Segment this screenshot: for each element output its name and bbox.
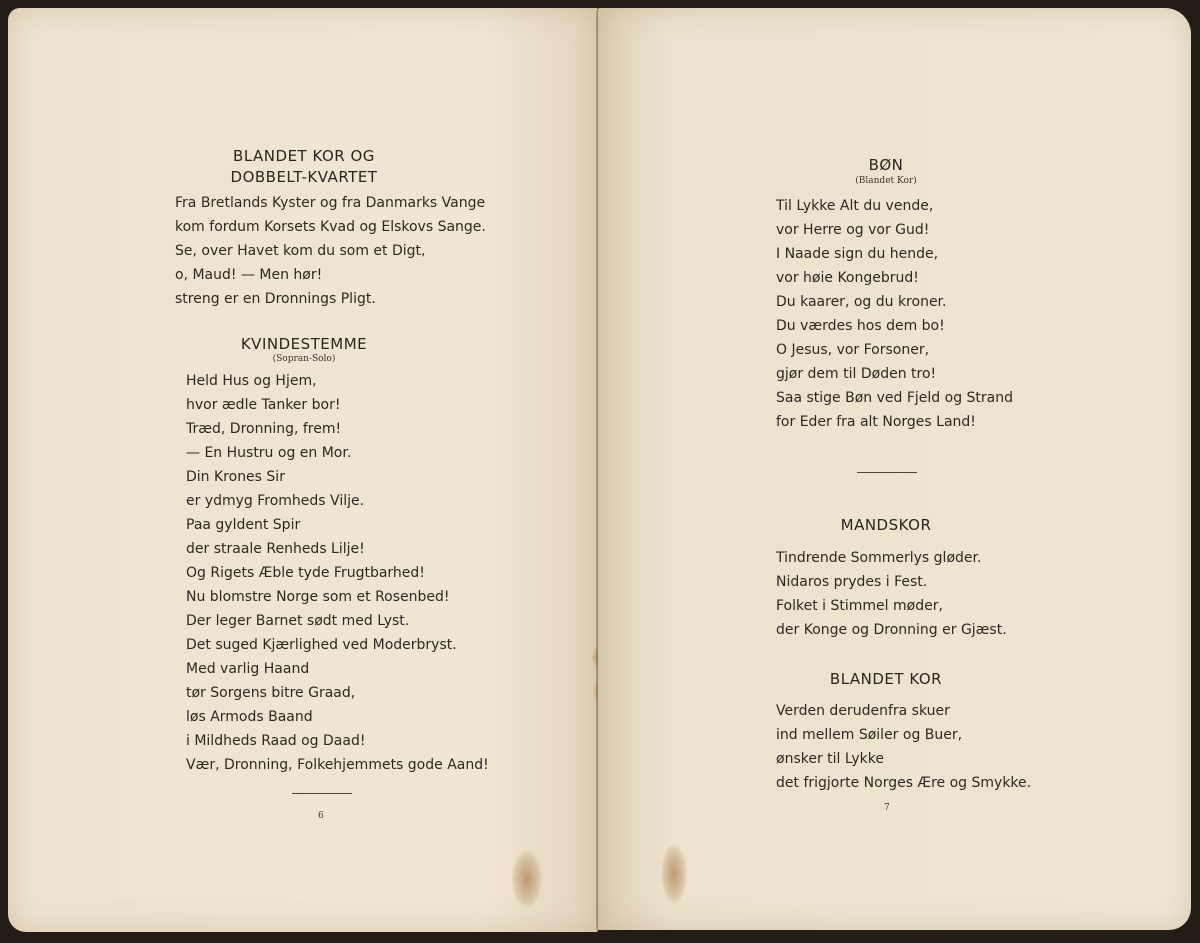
verse-line: Nu blomstre Norge som et Rosenbed! bbox=[186, 589, 450, 605]
verse-line: der Konge og Dronning er Gjæst. bbox=[776, 622, 1007, 638]
verse-line: o, Maud! — Men hør! bbox=[175, 267, 323, 283]
right-section1-verse bbox=[776, 194, 1013, 434]
verse-line: Se, over Havet kom du som et Digt, bbox=[175, 243, 426, 259]
verse-line: Træd, Dronning, frem! bbox=[186, 421, 342, 437]
left-section2-subtitle: (Sopran-Solo) bbox=[272, 354, 336, 364]
left-section1-title-line2: DOBBELT-KVARTET bbox=[230, 168, 378, 186]
verse-line: Og Rigets Æble tyde Frugtbarhed! bbox=[186, 565, 425, 581]
verse-line: Paa gyldent Spir bbox=[186, 517, 301, 533]
verse-line: Folket i Stimmel møder, bbox=[776, 598, 943, 614]
right-divider-rule bbox=[857, 472, 917, 473]
left-section1-title-line1: BLANDET KOR OG bbox=[233, 147, 375, 165]
verse-line: — En Hustru og en Mor. bbox=[186, 445, 352, 461]
verse-line: Vær, Dronning, Folkehjemmets gode Aand! bbox=[186, 757, 489, 773]
verse-line: Saa stige Bøn ved Fjeld og Strand bbox=[776, 390, 1014, 406]
left-page bbox=[8, 8, 598, 932]
verse-line: hvor ædle Tanker bor! bbox=[186, 397, 341, 413]
verse-line: er ydmyg Fromheds Vilje. bbox=[186, 493, 365, 509]
verse-line: vor høie Kongebrud! bbox=[776, 270, 919, 286]
verse-line: Der leger Barnet sødt med Lyst. bbox=[186, 613, 410, 629]
verse-line: Nidaros prydes i Fest. bbox=[776, 574, 928, 590]
verse-line: Tindrende Sommerlys gløder. bbox=[776, 550, 982, 566]
right-page bbox=[598, 8, 1191, 930]
verse-line: Du kaarer, og du kroner. bbox=[776, 294, 947, 310]
verse-line: gjør dem til Døden tro! bbox=[776, 366, 937, 382]
left-section1-verse bbox=[175, 191, 486, 311]
verse-line: O Jesus, vor Forsoner, bbox=[776, 342, 930, 358]
verse-line: tør Sorgens bitre Graad, bbox=[186, 685, 356, 701]
left-end-rule bbox=[292, 793, 352, 794]
verse-line: I Naade sign du hende, bbox=[776, 246, 939, 262]
verse-line: Du værdes hos dem bo! bbox=[776, 318, 945, 334]
verse-line: der straale Renheds Lilje! bbox=[186, 541, 365, 557]
page-number-left: 6 bbox=[318, 811, 324, 821]
verse-line: ønsker til Lykke bbox=[776, 751, 885, 767]
verse-line: det frigjorte Norges Ære og Smykke. bbox=[776, 775, 1032, 791]
right-section1-title: BØN bbox=[868, 156, 904, 174]
verse-line: i Mildheds Raad og Daad! bbox=[186, 733, 366, 749]
verse-line: for Eder fra alt Norges Land! bbox=[776, 414, 976, 430]
right-section2-verse bbox=[776, 546, 1007, 642]
verse-line: Fra Bretlands Kyster og fra Danmarks Vange bbox=[175, 195, 486, 211]
verse-line: løs Armods Baand bbox=[186, 709, 313, 725]
page-number-right: 7 bbox=[884, 803, 890, 813]
right-section1-subtitle: (Blandet Kor) bbox=[855, 176, 917, 186]
verse-line: ind mellem Søiler og Buer, bbox=[776, 727, 963, 743]
verse-line: Til Lykke Alt du vende, bbox=[776, 198, 934, 214]
verse-line: streng er en Dronnings Pligt. bbox=[175, 291, 376, 307]
left-stain bbox=[512, 850, 542, 908]
left-section2-verse bbox=[186, 369, 489, 777]
verse-line: Det suged Kjærlighed ved Moderbryst. bbox=[186, 637, 457, 653]
right-section3-title: BLANDET KOR bbox=[829, 670, 943, 688]
right-section2-title: MANDSKOR bbox=[840, 516, 932, 534]
left-section2-title: KVINDESTEMME bbox=[240, 335, 368, 353]
right-section3-verse bbox=[776, 699, 1031, 795]
verse-line: Med varlig Haand bbox=[186, 661, 310, 677]
verse-line: Verden derudenfra skuer bbox=[776, 703, 950, 719]
verse-line: kom fordum Korsets Kvad og Elskovs Sange. bbox=[175, 219, 486, 235]
verse-line: Held Hus og Hjem, bbox=[186, 373, 317, 389]
verse-line: Din Krones Sir bbox=[186, 469, 285, 485]
verse-line: vor Herre og vor Gud! bbox=[776, 222, 930, 238]
right-stain bbox=[661, 844, 687, 904]
